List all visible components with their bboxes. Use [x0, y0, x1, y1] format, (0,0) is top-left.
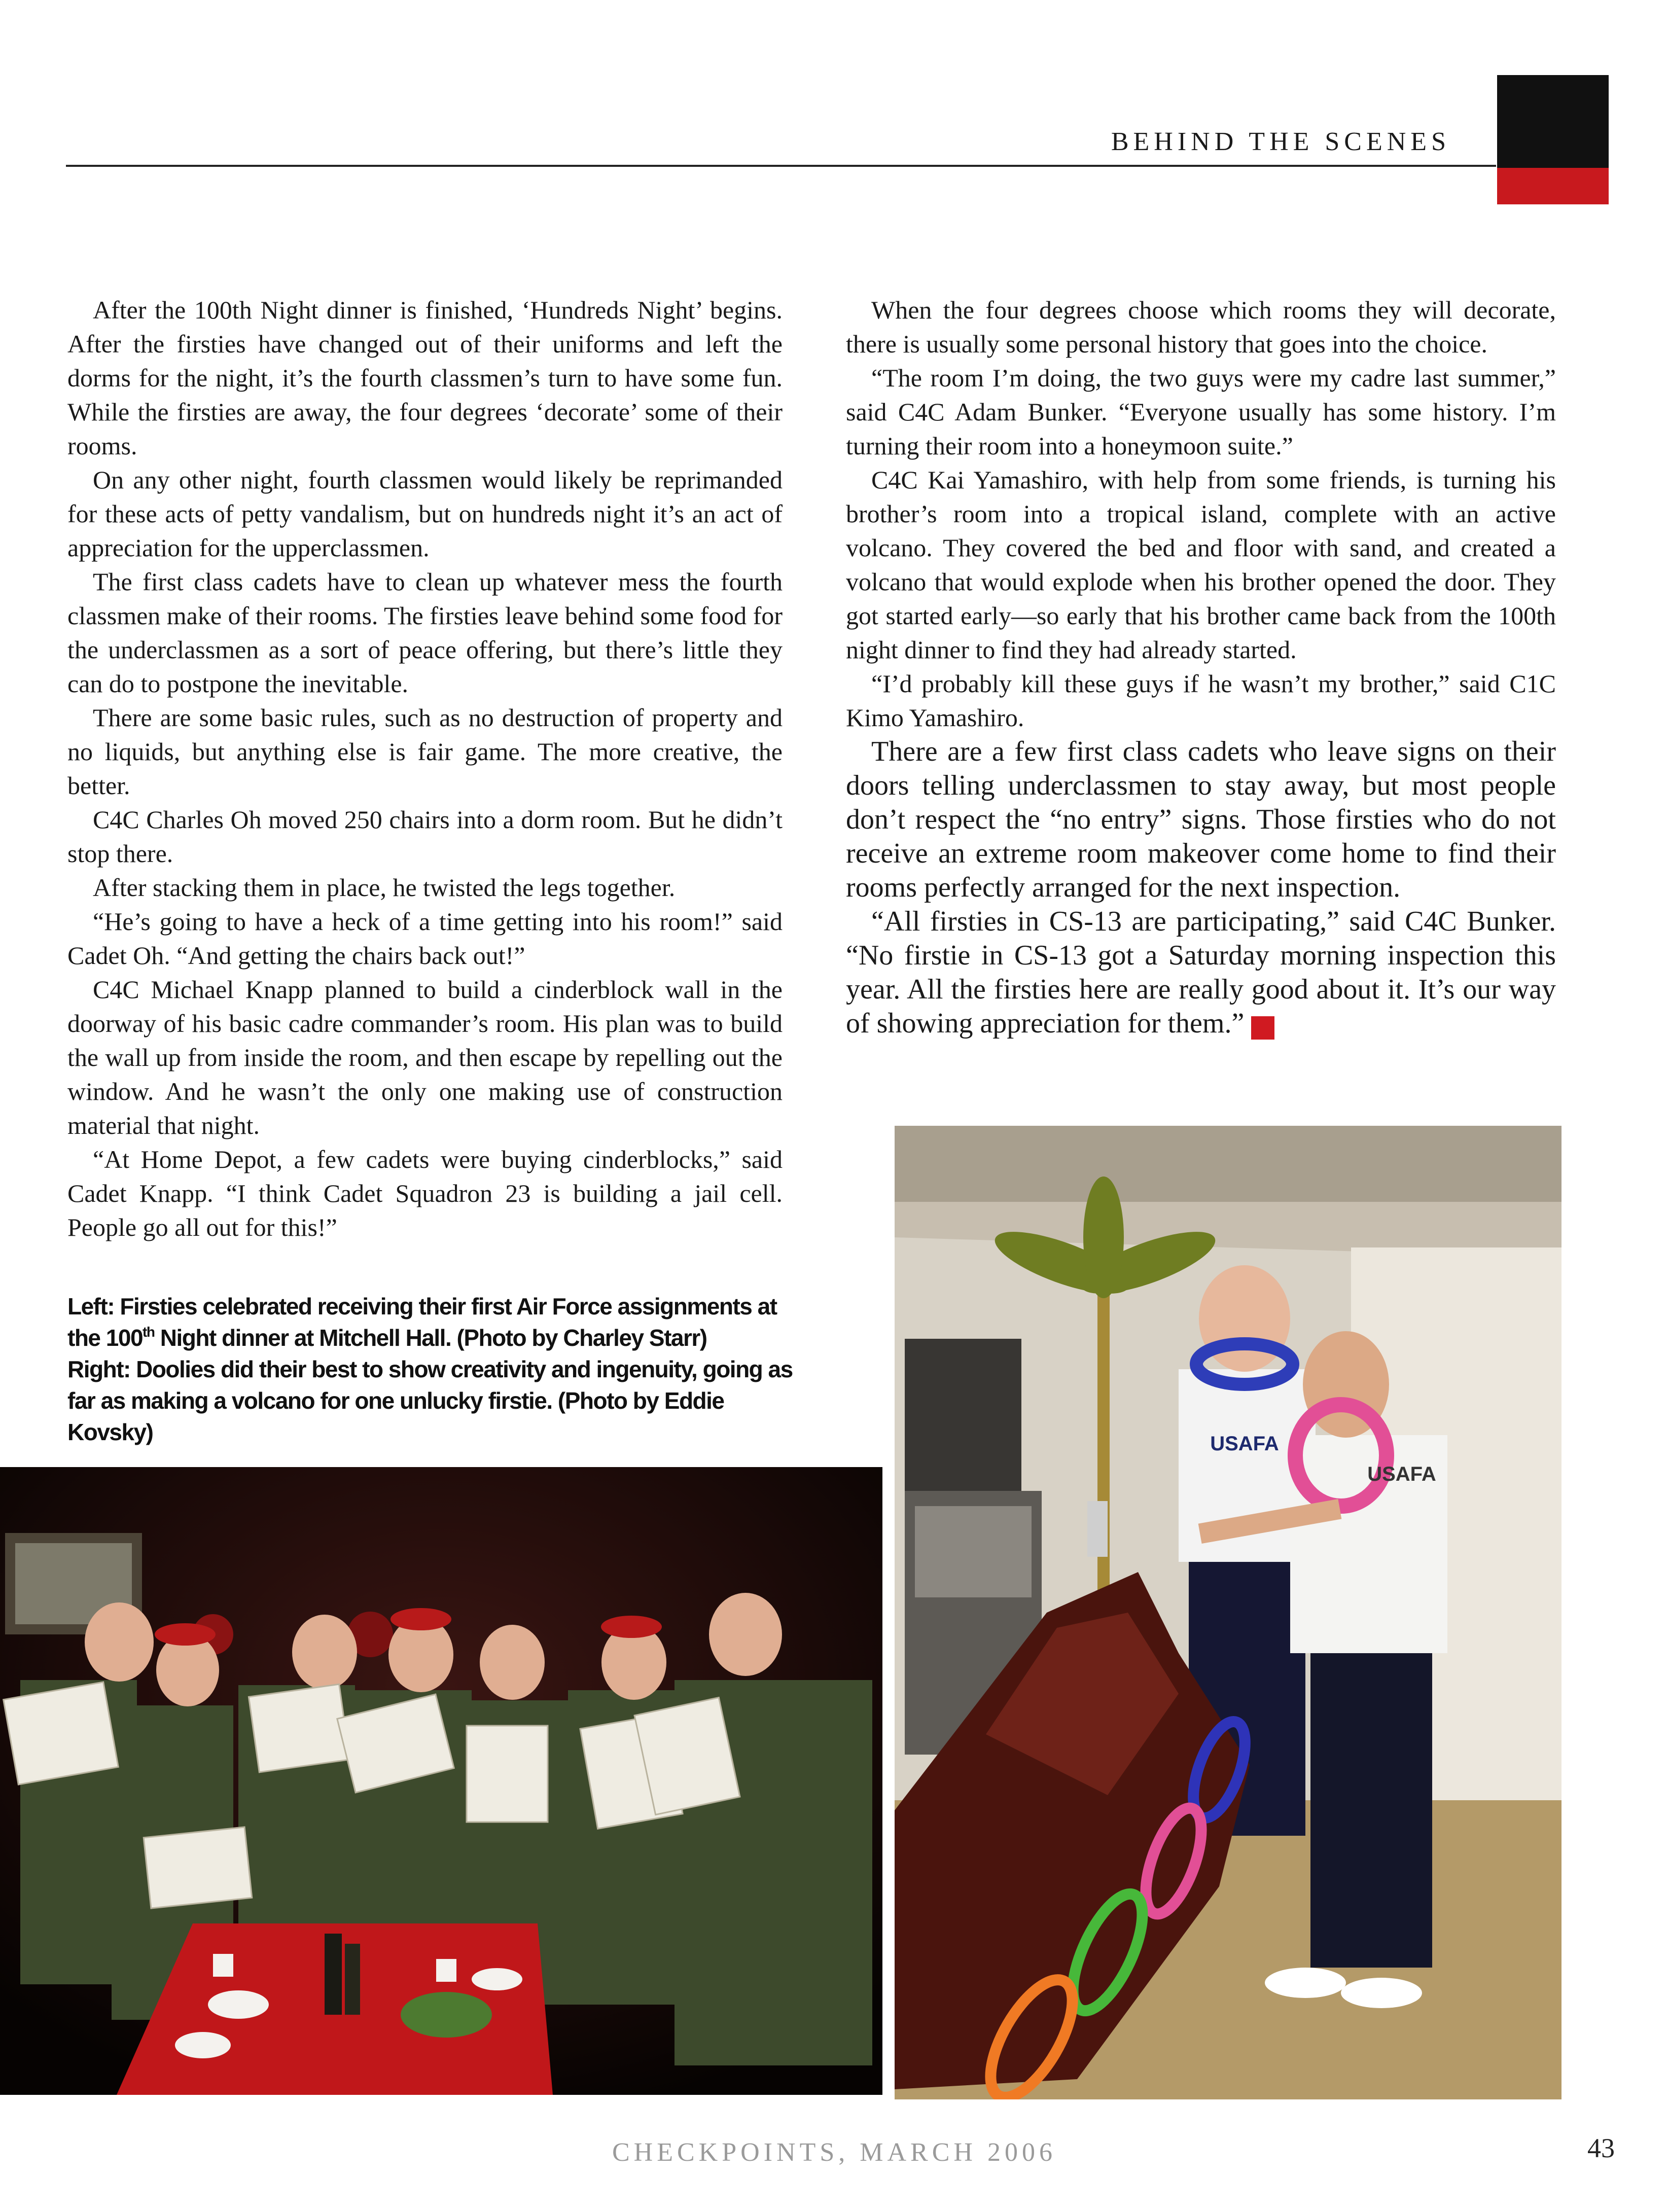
footer-publication: CHECKPOINTS, MARCH 2006: [612, 2138, 1056, 2167]
corner-red-band: [1497, 168, 1609, 204]
article-paragraph-last: [846, 905, 1556, 1041]
caption-left: [67, 1291, 803, 1353]
photo-volcano-illustration: [895, 1126, 1561, 2099]
article-paragraph: There are a few first class cadets who leave signs on their doors telling underclassmen to stay away, but most people don’t respect the “no entry” signs. Those firsties who do not receive an extreme room makeover come home to find their rooms perfectly arranged for the next inspection.: [846, 736, 1556, 903]
article-paragraph: “I’d probably kill these guys if he wasn’t my brother,” said C1C Kimo Yamashiro.: [846, 669, 1556, 732]
article-column-right: [846, 293, 1556, 1041]
section-label: BEHIND THE SCENES: [1111, 127, 1450, 156]
caption-left-text-end: Night dinner at Mitchell Hall. (Photo by Charley Starr): [154, 1325, 707, 1351]
article-paragraph: The first class cadets have to clean up whatever mess the fourth classmen make of their rooms. The firsties leave behind some food for the underclassmen as a sort of peace offering, but there’s little they can do to postpone the inevitable.: [67, 567, 783, 698]
article-paragraph: “At Home Depot, a few cadets were buying cinderblocks,” said Cadet Knapp. “I think Cadet Squadron 23 is building a jail cell. People go all out for this!”: [67, 1145, 783, 1241]
article-paragraph: After stacking them in place, he twisted the legs together.: [93, 873, 676, 902]
photo-volcano-room: [895, 1126, 1561, 2099]
shirt-text-right: USAFA: [1367, 1463, 1436, 1485]
article-last-text: “All firsties in CS-13 are participating,” said C4C Bunker. “No firstie in CS-13 got a Saturday morning inspection this year. All the firsties here are really good about it. It’s our way of showing appreciation for them.”: [846, 906, 1556, 1039]
article-paragraph: C4C Michael Knapp planned to build a cinderblock wall in the doorway of his basic cadre commander’s room. His plan was to build the wall up from inside the room, and then escape by repelling out the window. And he wasn’t the only one making use of construction material that night.: [67, 975, 783, 1139]
page-number: 43: [1587, 2133, 1615, 2163]
shirt-text-left: USAFA: [1210, 1433, 1279, 1455]
photo-firsties-dinner: [0, 1467, 882, 2095]
article-paragraph: There are some basic rules, such as no destruction of property and no liquids, but anything else is fair game. The more creative, the better.: [67, 703, 783, 800]
article-paragraph: On any other night, fourth classmen would likely be reprimanded for these acts of petty vandalism, but on hundreds night it’s an act of appreciation for the upperclassmen.: [67, 466, 783, 562]
end-mark-check-icon: ✓: [1251, 1016, 1274, 1040]
article-paragraph: “He’s going to have a heck of a time getting into his room!” said Cadet Oh. “And getting the chairs back out!”: [67, 907, 783, 970]
article-paragraph: When the four degrees choose which rooms they will decorate, there is usually some personal history that goes into the choice.: [846, 296, 1556, 358]
photo-caption: [67, 1291, 803, 1448]
caption-right: Right: Doolies did their best to show creativity and ingenuity, going as far as making a volcano for one unlucky firstie. (Photo by Eddie Kovsky): [67, 1356, 793, 1445]
photo-firsties-illustration: [0, 1467, 882, 2095]
header-rule: [66, 165, 1496, 167]
caption-superscript: th: [143, 1324, 155, 1340]
article-column-left: [67, 293, 783, 1244]
corner-color-block: [1497, 75, 1609, 204]
article-paragraph: “The room I’m doing, the two guys were my cadre last summer,” said C4C Adam Bunker. “Everyone usually has some history. I’m turning their room into a honeymoon suite.”: [846, 364, 1556, 460]
caption-left-text: Left: Firsties celebrated receiving their first Air Force assignments at the 100: [67, 1293, 777, 1351]
article-paragraph: C4C Charles Oh moved 250 chairs into a dorm room. But he didn’t stop there.: [67, 805, 783, 868]
article-paragraph: After the 100th Night dinner is finished, ‘Hundreds Night’ begins. After the firsties have changed out of their uniforms and left the dorms for the night, it’s the fourth classmen’s turn to have some fun. While the firsties are away, the four degrees ‘decorate’ some of their rooms.: [67, 296, 783, 460]
article-paragraph: C4C Kai Yamashiro, with help from some friends, is turning his brother’s room into a tropical island, complete with an active volcano. They covered the bed and floor with sand, and created a volcano that would explode when his brother opened the door. They got started early—so early that his brother came back from the 100th night dinner to find they had already started.: [846, 466, 1556, 664]
